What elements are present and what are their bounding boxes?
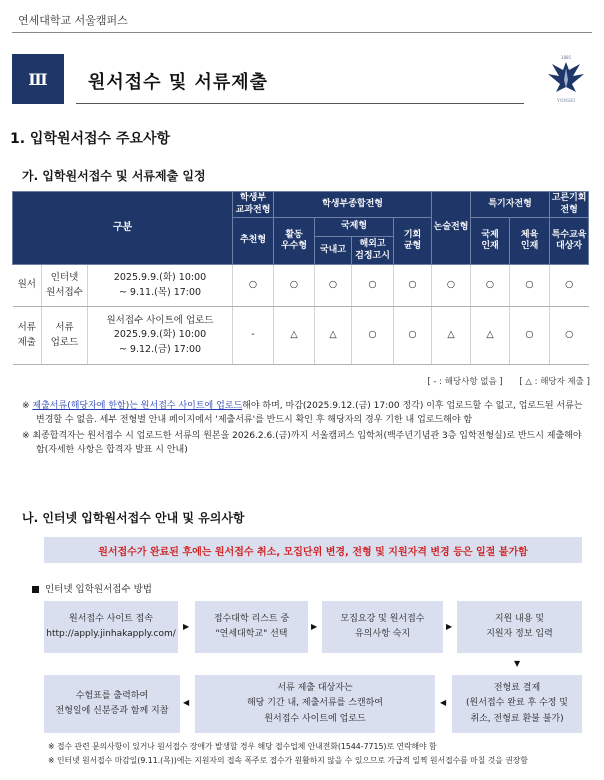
svg-text:1885: 1885 [560,55,572,60]
mark-cell: ○ [550,307,589,365]
mark-cell: ○ [510,307,550,365]
header-equal-opportunity: 고른기회 전형 [550,192,589,218]
schedule-notes [22,400,588,460]
section-1-title: 1. 입학원서접수 주요사항 [10,131,171,147]
mark-cell: ○ [471,265,510,307]
footer-note-contact: ※ 접수 관련 문의사항이 있거나 원서접수 장애가 발생할 경우 해당 접수업체 안내전화(1544-7715)로 연락해야 함 [48,742,437,751]
mark-cell: △ [432,307,471,365]
schedule-table [12,191,589,365]
header-student-record: 학생부 교과전형 [233,192,274,218]
row-subcategory: 서류 업로드 [42,307,88,365]
mark-cell: ○ [394,265,432,307]
arrow-right-icon: ▶ [446,622,453,631]
header-essay: 논술전형 [432,192,471,265]
mark-cell: ○ [432,265,471,307]
row-category: 원서 [13,265,42,307]
title-underline [76,103,524,104]
method-heading [32,581,152,595]
arrow-down-icon: ▼ [514,659,521,668]
header-sports: 체육 인재 [510,218,550,265]
subsection-na-title: 나. 인터넷 입학원서접수 안내 및 유의사항 [22,511,245,525]
row-period: 원서접수 사이트에 업로드 2025.9.9.(화) 10:00 ~ 9.12.(금) 17:00 [88,307,233,365]
flow-step-1: 원서접수 사이트 접속 http://apply.jinhakapply.com/ [44,601,178,653]
flow-step-7: 수험표를 출력하여 전형일에 신분증과 함께 지참 [44,675,180,733]
note-original-docs: ※ 최종합격자는 원서접수 시 업로드한 서류의 원본을 2026.2.6.(금)까지 서울캠퍼스 입학처(백주년기념관 3층 입학전형실)로 반드시 제출해야 함(자세한 사항은 합격자 발표 시 안내) [22,430,582,455]
flow-step-2: 접수대학 리스트 중 "연세대학교" 선택 [195,601,308,653]
note-upload-text: 해야 하며, 마감(2025.9.12.(금) 17:00 정각) 이후 업로드할 수 없고, 업로드된 서류는 변경할 수 없음. 세부 전형별 안내 페이지에서 '제출서류'를 반드시 확인 후 해당자의 경우 기한 내 업로드해야 함 [36,401,583,425]
mark-cell: ○ [233,265,274,307]
header-comprehensive: 학생부종합전형 [274,192,432,218]
mark-cell: △ [315,307,352,365]
yonsei-eagle-logo-icon [546,52,586,106]
footer-notes [48,740,596,767]
upload-link[interactable]: 제출서류(해당자에 한함)는 원서접수 사이트에 업로드 [32,401,243,411]
note-upload [22,400,588,428]
legend-applicable: [ △ : 해당자 제출 ] [519,377,590,387]
svg-text:YONSEI: YONSEI [557,99,575,104]
row-category: 서류 제출 [13,307,42,365]
header-activity: 활동 우수형 [274,218,315,265]
mark-cell: ○ [352,307,394,365]
note-mark: ※ [22,401,30,411]
header-international: 국제형 [315,218,394,237]
arrow-right-icon: ▶ [311,622,318,631]
mark-cell: △ [274,307,315,365]
mark-cell: ○ [274,265,315,307]
mark-cell: ○ [550,265,589,307]
flow-step-4: 지원 내용 및 지원자 정보 입력 [457,601,582,653]
page-title: 원서접수 및 서류제출 [88,72,269,93]
row-period: 2025.9.9.(화) 10:00 ~ 9.11.(목) 17:00 [88,265,233,307]
arrow-left-icon: ◀ [440,698,447,707]
mark-cell: ○ [352,265,394,307]
mark-cell: ○ [315,265,352,307]
arrow-left-icon: ◀ [183,698,190,707]
header-recommend: 추천형 [233,218,274,265]
school-name: 연세대학교 서울캠퍼스 [18,14,128,27]
flow-step-5: 전형료 결제 (원서접수 완료 후 수정 및 취소, 전형료 환불 불가) [452,675,582,733]
arrow-right-icon: ▶ [183,622,190,631]
table-legend [413,375,590,387]
row-subcategory: 인터넷 원서접수 [42,265,88,307]
mark-cell: ○ [394,307,432,365]
header-equity: 기회 균형 [394,218,432,265]
table-row [13,307,589,365]
square-bullet-icon [32,586,39,593]
mark-cell: △ [471,307,510,365]
method-label: 인터넷 입학원서접수 방법 [45,584,152,595]
footer-note-deadline: ※ 인터넷 원서접수 마감일(9.11.(목))에는 지원자의 접속 폭주로 접수가 원활하지 않을 수 있으므로 가급적 일찍 원서접수를 마칠 것을 권장함 [48,755,528,765]
legend-not-applicable: [ - : 해당사항 없음 ] [427,377,503,387]
subsection-ga-title: 가. 입학원서접수 및 서류제출 일정 [22,169,206,183]
header-intl-talent: 국제 인재 [471,218,510,265]
header-special-edu: 특수교육 대상자 [550,218,589,265]
mark-cell: - [233,307,274,365]
chapter-badge: Ⅲ [12,54,64,104]
header-overseas: 해외고 검정고시 [352,237,394,265]
table-row [13,265,589,307]
flow-step-6: 서류 제출 대상자는 해당 기간 내, 제출서류를 스캔하여 원서접수 사이트에 업로드 [195,675,435,733]
header-domestic: 국내고 [315,237,352,265]
mark-cell: ○ [510,265,550,307]
header-special-talent: 특기자전형 [471,192,550,218]
table-corner-header: 구분 [13,192,233,265]
top-divider [12,32,592,33]
flow-step-3: 모집요강 및 원서접수 유의사항 숙지 [322,601,443,653]
warning-banner: 원서접수가 완료된 후에는 원서접수 취소, 모집단위 변경, 전형 및 지원자격 변경 등은 일절 불가함 [44,537,582,563]
